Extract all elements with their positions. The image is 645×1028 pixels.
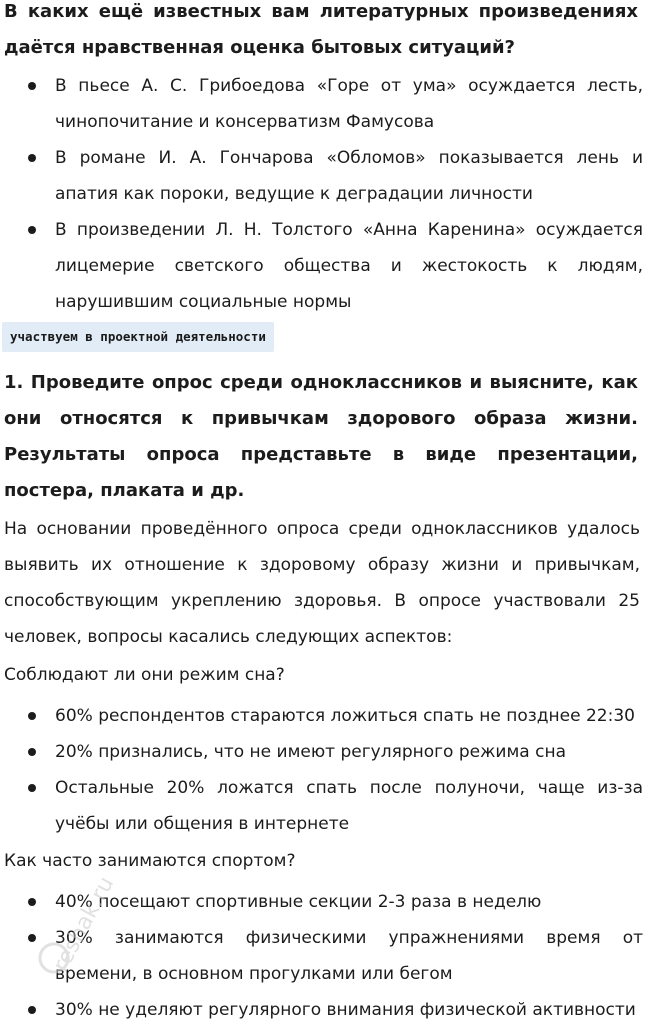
list-item: 30% не уделяют регулярного внимания физической активности	[0, 992, 645, 1028]
list-item: В произведении Л. Н. Толстого «Анна Каренина» осуждается лицемерие светского общества и жестокость к людям, нарушившим социальные нормы	[0, 212, 645, 320]
survey-intro-paragraph: На основании проведённого опроса среди одноклассников удалось выявить их отношение к здоровому образу жизни и привычкам, способствующим укреплению здоровья. В опросе участвовали 25 человек, вопросы касались следующих аспектов:	[4, 519, 640, 647]
list-item: 20% признались, что не имеют регулярного режима сна	[0, 734, 645, 770]
literature-question: В каких ещё известных вам литературных произведениях даётся нравственная оценка бытовых ситуаций?	[4, 1, 638, 58]
sport-heading: Как часто занимаются спортом?	[4, 851, 296, 871]
task-question: 1. Проведите опрос среди одноклассников и выясните, как они относятся к привычкам здорового образа жизни. Результаты опроса представьте в виде презентации, постера, плаката и др.	[4, 372, 638, 501]
sleep-heading: Соблюдают ли они режим сна?	[4, 665, 285, 685]
literature-examples-list	[0, 68, 645, 320]
sport-results-list	[0, 884, 645, 1028]
list-item: В пьесе А. С. Грибоедова «Горе от ума» осуждается лесть, чинопочитание и консерватизм Фамусова	[0, 68, 645, 140]
list-item: 30% занимаются физическими упражнениями время от времени, в основном прогулками или бегом	[0, 920, 645, 992]
sleep-results-list	[0, 698, 645, 842]
watermark-text: reshak.ru	[48, 872, 120, 977]
project-section-label	[2, 322, 274, 352]
list-item: В романе И. А. Гончарова «Обломов» показывается лень и апатия как пороки, ведущие к деградации личности	[0, 140, 645, 212]
list-item: Остальные 20% ложатся спать после полуночи, чаще из-за учёбы или общения в интернете	[0, 770, 645, 842]
list-item: 40% посещают спортивные секции 2-3 раза в неделю	[0, 884, 645, 920]
project-section-label-text: участвуем в проектной деятельности	[10, 329, 266, 344]
list-item: 60% респондентов стараются ложиться спать не позднее 22:30	[0, 698, 645, 734]
